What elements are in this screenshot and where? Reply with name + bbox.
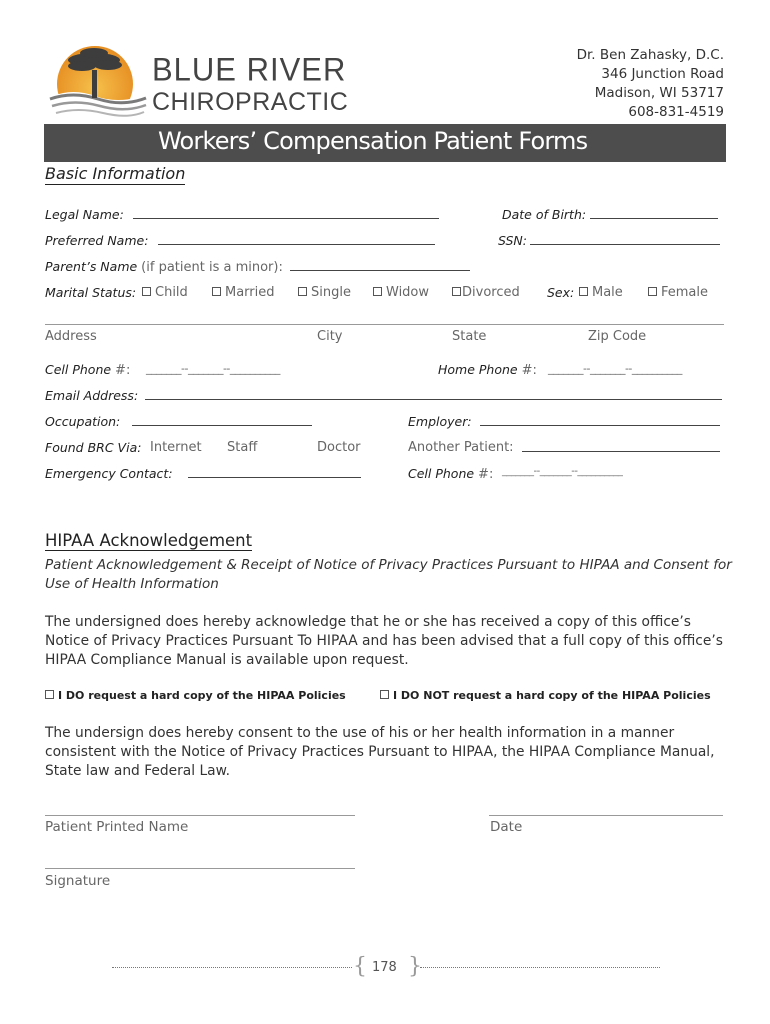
- parent-name-label: Parent’s Name (if patient is a minor):: [45, 259, 283, 275]
- city-state-zip: Madison, WI 53717: [594, 85, 724, 101]
- occupation-field[interactable]: [132, 425, 312, 426]
- signature-field[interactable]: [45, 868, 355, 869]
- right-brace-icon: }: [408, 954, 422, 979]
- date-field[interactable]: [489, 815, 723, 816]
- marital-married-option[interactable]: Married: [212, 285, 275, 300]
- signature-caption: Signature: [45, 873, 111, 889]
- zip-caption: Zip Code: [588, 329, 647, 344]
- hipaa-heading: HIPAA Acknowledgement: [45, 531, 253, 550]
- legal-name-field[interactable]: [133, 218, 439, 219]
- checkbox-icon: [212, 287, 221, 296]
- checkbox-icon: [648, 287, 657, 296]
- checkbox-icon: [579, 287, 588, 296]
- clinic-address: [577, 46, 724, 122]
- state-caption: State: [452, 329, 487, 344]
- marital-divorced-option[interactable]: Divorced: [452, 285, 520, 300]
- legal-name-label: Legal Name:: [45, 207, 124, 222]
- basic-info-heading: Basic Information: [45, 164, 186, 183]
- checkbox-icon: [373, 287, 382, 296]
- ssn-field[interactable]: [530, 244, 720, 245]
- checkbox-icon: [45, 690, 54, 699]
- left-brace-icon: {: [353, 954, 367, 979]
- brand-name-line2: CHIROPRACTIC: [152, 88, 349, 116]
- found-via-internet[interactable]: Internet: [150, 440, 202, 455]
- street-address: 346 Junction Road: [601, 66, 724, 82]
- marital-child-option[interactable]: Child: [142, 285, 188, 300]
- emergency-cell-field[interactable]: _______--_______--__________: [502, 466, 623, 477]
- decline-copy-option[interactable]: I DO NOT request a hard copy of the HIPAA Policies: [380, 689, 711, 702]
- hipaa-paragraph-2: The undersign does hereby consent to the use of his or her health information in a manner consistent with the Notice of Privacy Practices Pursuant to HIPAA, the HIPAA Compliance Manual, State law and Federal Law.: [45, 725, 715, 779]
- title-bar: [44, 124, 726, 162]
- cell-phone-field[interactable]: _______--_______--__________: [146, 362, 280, 375]
- marital-single-option[interactable]: Single: [298, 285, 351, 300]
- doctor-name: Dr. Ben Zahasky, D.C.: [576, 47, 724, 63]
- emergency-contact-label: Emergency Contact:: [45, 466, 173, 481]
- request-copy-option[interactable]: I DO request a hard copy of the HIPAA Policies: [45, 689, 346, 702]
- dob-label: Date of Birth:: [502, 207, 587, 222]
- sex-female-option[interactable]: Female: [648, 285, 708, 300]
- hipaa-subheading: Patient Acknowledgement & Receipt of Notice of Privacy Practices Pursuant to HIPAA and Consent for Use of Health Information: [45, 557, 732, 592]
- checkbox-icon: [380, 690, 389, 699]
- found-via-another-patient[interactable]: Another Patient:: [408, 440, 514, 455]
- footer-rule-left: [112, 967, 352, 968]
- phone-number: 608-831-4519: [628, 104, 724, 120]
- employer-label: Employer:: [408, 414, 472, 429]
- sex-label: Sex:: [547, 285, 575, 300]
- employer-field[interactable]: [480, 425, 720, 426]
- home-phone-label: Home Phone #:: [438, 362, 537, 378]
- footer-rule-right: [420, 967, 660, 968]
- brand-name-line1: BLUE RIVER: [152, 51, 347, 88]
- email-label: Email Address:: [45, 388, 139, 403]
- printed-name-caption: Patient Printed Name: [45, 819, 189, 835]
- date-caption: Date: [490, 819, 523, 835]
- found-via-doctor[interactable]: Doctor: [317, 440, 361, 455]
- ssn-label: SSN:: [498, 233, 527, 248]
- page-number: 178: [372, 960, 397, 975]
- marital-widow-option[interactable]: Widow: [373, 285, 429, 300]
- emergency-contact-field[interactable]: [188, 477, 361, 478]
- checkbox-icon: [142, 287, 151, 296]
- preferred-name-field[interactable]: [158, 244, 435, 245]
- occupation-label: Occupation:: [45, 414, 121, 429]
- marital-status-label: Marital Status:: [45, 285, 137, 300]
- found-via-staff[interactable]: Staff: [227, 440, 258, 455]
- dob-field[interactable]: [590, 218, 718, 219]
- checkbox-icon: [298, 287, 307, 296]
- address-caption: Address: [45, 329, 97, 344]
- address-field[interactable]: [45, 324, 724, 325]
- checkbox-icon: [452, 287, 461, 296]
- preferred-name-label: Preferred Name:: [45, 233, 149, 248]
- printed-name-field[interactable]: [45, 815, 355, 816]
- hipaa-paragraph-1: The undersigned does hereby acknowledge that he or she has received a copy of this office’s Notice of Privacy Practices Pursuant To HIPAA and has been advised that a full copy of this office’s HIPAA Compliance Manual is available upon request.: [45, 614, 723, 668]
- sex-male-option[interactable]: Male: [579, 285, 623, 300]
- home-phone-field[interactable]: _______--_______--__________: [548, 362, 682, 375]
- parent-name-field[interactable]: [290, 270, 470, 271]
- email-field[interactable]: [145, 399, 722, 400]
- another-patient-field[interactable]: [522, 451, 720, 452]
- found-via-label: Found BRC Via:: [45, 440, 142, 455]
- page-title: Workers’ Compensation Patient Forms: [158, 127, 588, 155]
- emergency-cell-label: Cell Phone #:: [408, 466, 494, 482]
- cell-phone-label: Cell Phone #:: [45, 362, 131, 378]
- city-caption: City: [317, 329, 343, 344]
